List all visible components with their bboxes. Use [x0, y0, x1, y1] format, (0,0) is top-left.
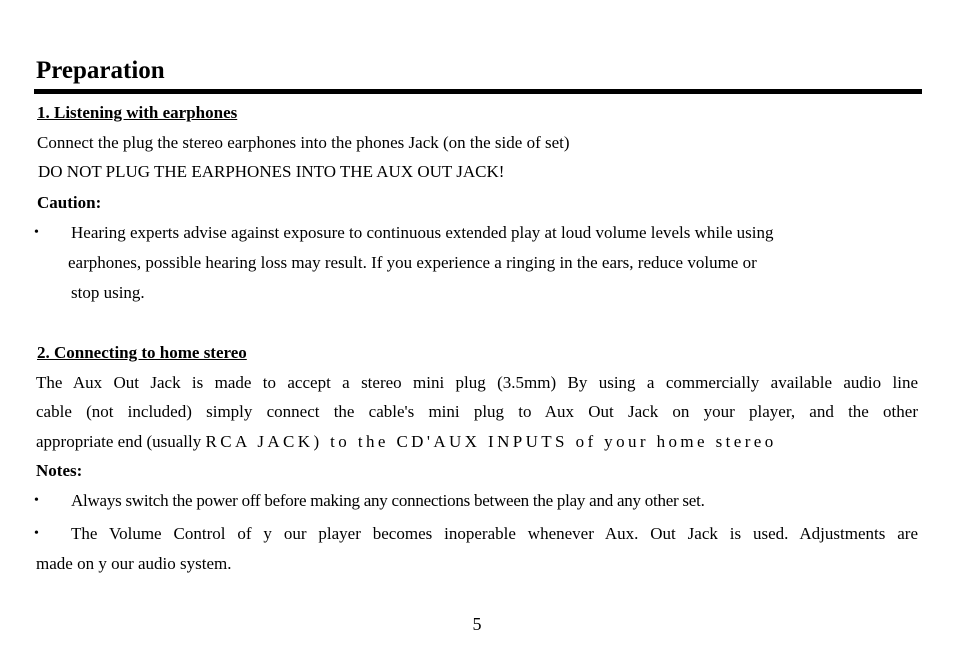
section1-warning: DO NOT PLUG THE EARPHONES INTO THE AUX OUT JACK!: [38, 162, 505, 181]
page-title: Preparation: [36, 57, 165, 84]
caution-line1: Hearing experts advise against exposure to continuous extended play at loud volume levels while using: [71, 223, 774, 242]
note2-line2: made on y our audio system.: [36, 554, 232, 573]
note2-bullet: •: [34, 526, 39, 541]
caution-line2: earphones, possible hearing loss may result. If you experience a ringing in the ears, reduce volume or: [68, 253, 757, 272]
section2-para-line2: cable (not included) simply connect the cable's mini plug to Aux Out Jack on your player, and the other: [36, 402, 918, 421]
title-rule: [34, 89, 922, 94]
section1-line1: Connect the plug the stereo earphones into the phones Jack (on the side of set): [37, 133, 570, 152]
caution-line3: stop using.: [71, 283, 145, 302]
note2-line1: The Volume Control of y our player becomes inoperable whenever Aux. Out Jack is used. Adjustments are: [71, 524, 918, 543]
note1-text: Always switch the power off before making any connections between the play and any other set.: [71, 491, 705, 510]
page-number: 5: [472, 614, 482, 634]
section2-para-line3-end: RCA JACK) to the CD'AUX INPUTS of your home stereo: [205, 432, 777, 451]
note1-bullet: •: [34, 493, 39, 508]
caution-label: Caution:: [37, 193, 102, 212]
section1-heading: 1. Listening with earphones: [37, 103, 238, 122]
notes-label: Notes:: [36, 461, 83, 480]
caution-bullet: •: [34, 225, 39, 240]
section2-para-line1: The Aux Out Jack is made to accept a stereo mini plug (3.5mm) By using a commercially available audio line: [36, 373, 918, 392]
section2-para-line3-start: appropriate end (usually: [36, 432, 202, 451]
section2-heading: 2. Connecting to home stereo: [37, 343, 247, 362]
section2-para-line3: [36, 431, 777, 453]
